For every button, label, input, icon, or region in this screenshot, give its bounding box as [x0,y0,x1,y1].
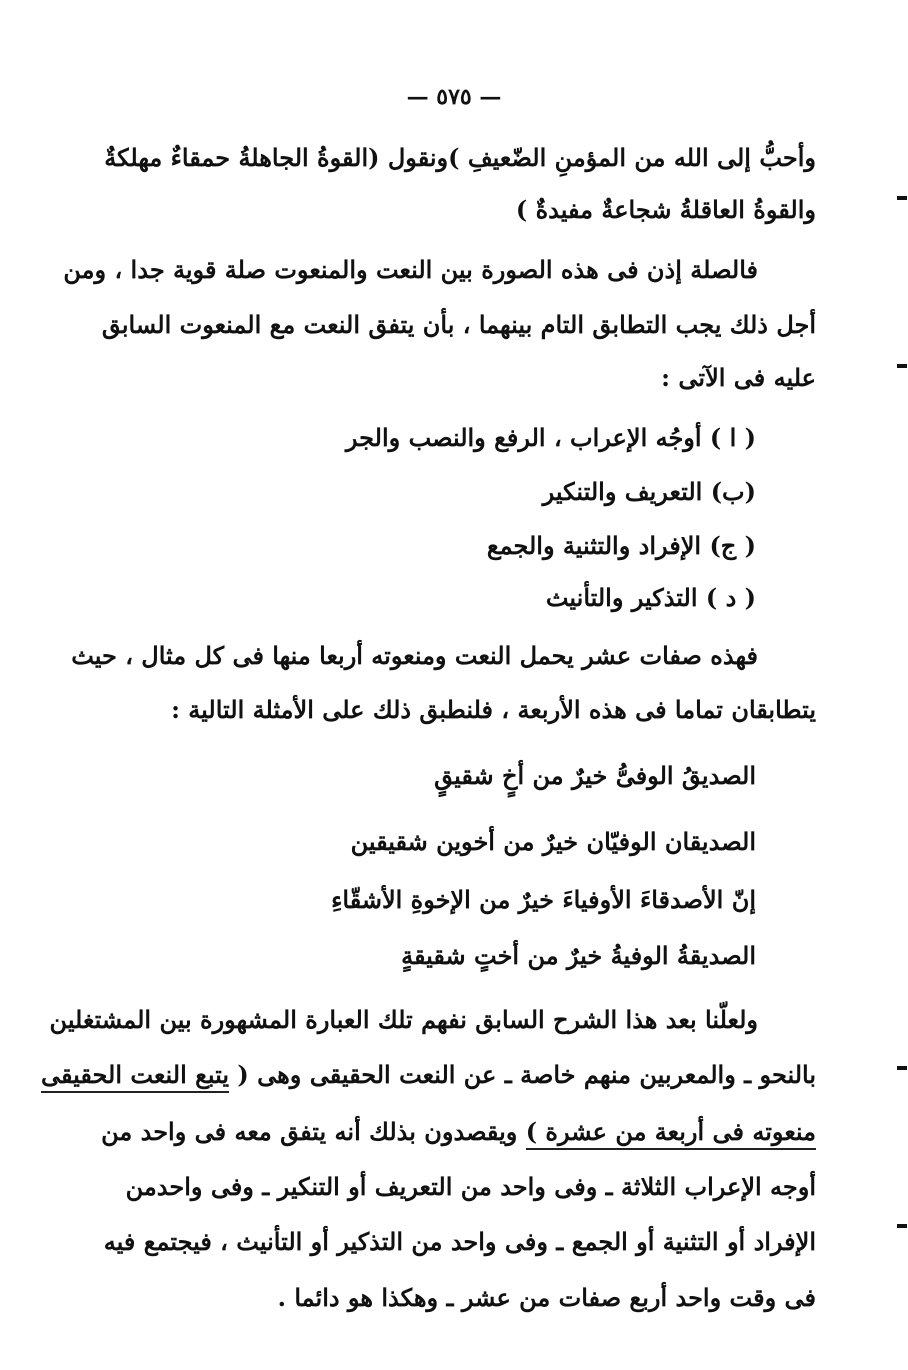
paragraph-line: عليه فى الآتى : [661,363,816,392]
list-item: ( د ) التذكير والتأنيث [545,583,756,612]
paragraph-line: ولعلّنا بعد هذا الشرح السابق نفهم تلك العبارة المشهورة بين المشتغلين [49,1005,758,1034]
example-line: الصديقةُ الوفيةُ خيرٌ من أختٍ شقيقةٍ [401,941,756,970]
underlined-phrase: يتبع النعت الحقيقى [41,1060,229,1093]
page-number: — ٥٧٥ — [406,84,502,110]
margin-mark [897,196,907,200]
paragraph-line: أوجه الإعراب الثلاثة ـ وفى واحد من التعريف أو التنكير ـ وفى واحدمن [125,1172,816,1201]
list-item: (ب) التعريف والتنكير [542,477,756,506]
list-item: ( ج) الإفراد والتثنية والجمع [486,531,756,560]
paragraph-line [41,1055,816,1095]
example-line: الصديقان الوفيّان خيرٌ من أخوين شقيقين [350,827,756,856]
paragraph-line: فالصلة إذن فى هذه الصورة بين النعت والمنعوت صلة قوية جدا ، ومن [63,255,758,284]
paragraph-line [101,1112,816,1152]
text-line: والقوةُ العاقلةُ شجاعةٌ مفيدةٌ ) [515,195,816,224]
text-run: بالنحو ـ والمعربين منهم خاصة ـ عن النعت الحقيقى وهى ( [237,1060,816,1089]
paragraph-line: أجل ذلك يجب التطابق التام بينهما ، بأن يتفق النعت مع المنعوت السابق [101,310,816,339]
margin-mark [897,364,907,368]
text-line: وأحبُّ إلى الله من المؤمنِ الضّعيفِ )ونقول (القوةُ الجاهلةُ حمقاءٌ مهلكةٌ [104,143,816,172]
paragraph-line: فى وقت واحد أربع صفات من عشر ـ وهكذا هو دائما . [277,1283,816,1312]
paragraph-line: الإفراد أو التثنية أو الجمع ـ وفى واحد من التذكير أو التأنيث ، فيجتمع فيه [103,1227,816,1256]
paragraph-line: فهذه صفات عشر يحمل النعت ومنعوته أربعا منها فى كل مثال ، حيث [71,641,758,670]
list-item: ( ا ) أوجُه الإعراب ، الرفع والنصب والجر [345,423,756,452]
text-run: ويقصدون بذلك أنه يتفق معه فى واحد من [101,1117,518,1146]
example-line: الصديقُ الوفىُّ خيرٌ من أخٍ شقيقٍ [434,761,756,790]
underlined-phrase: منعوته فى أربعة من عشرة ) [526,1117,816,1150]
example-line: إنّ الأصدقاءَ الأوفياءَ خيرٌ من الإخوةِ الأشقّاءِ [331,885,756,914]
margin-mark [897,1224,907,1228]
margin-mark [897,1066,907,1070]
paragraph-line: يتطابقان تماما فى هذه الأربعة ، فلنطبق ذلك على الأمثلة التالية : [171,695,816,724]
